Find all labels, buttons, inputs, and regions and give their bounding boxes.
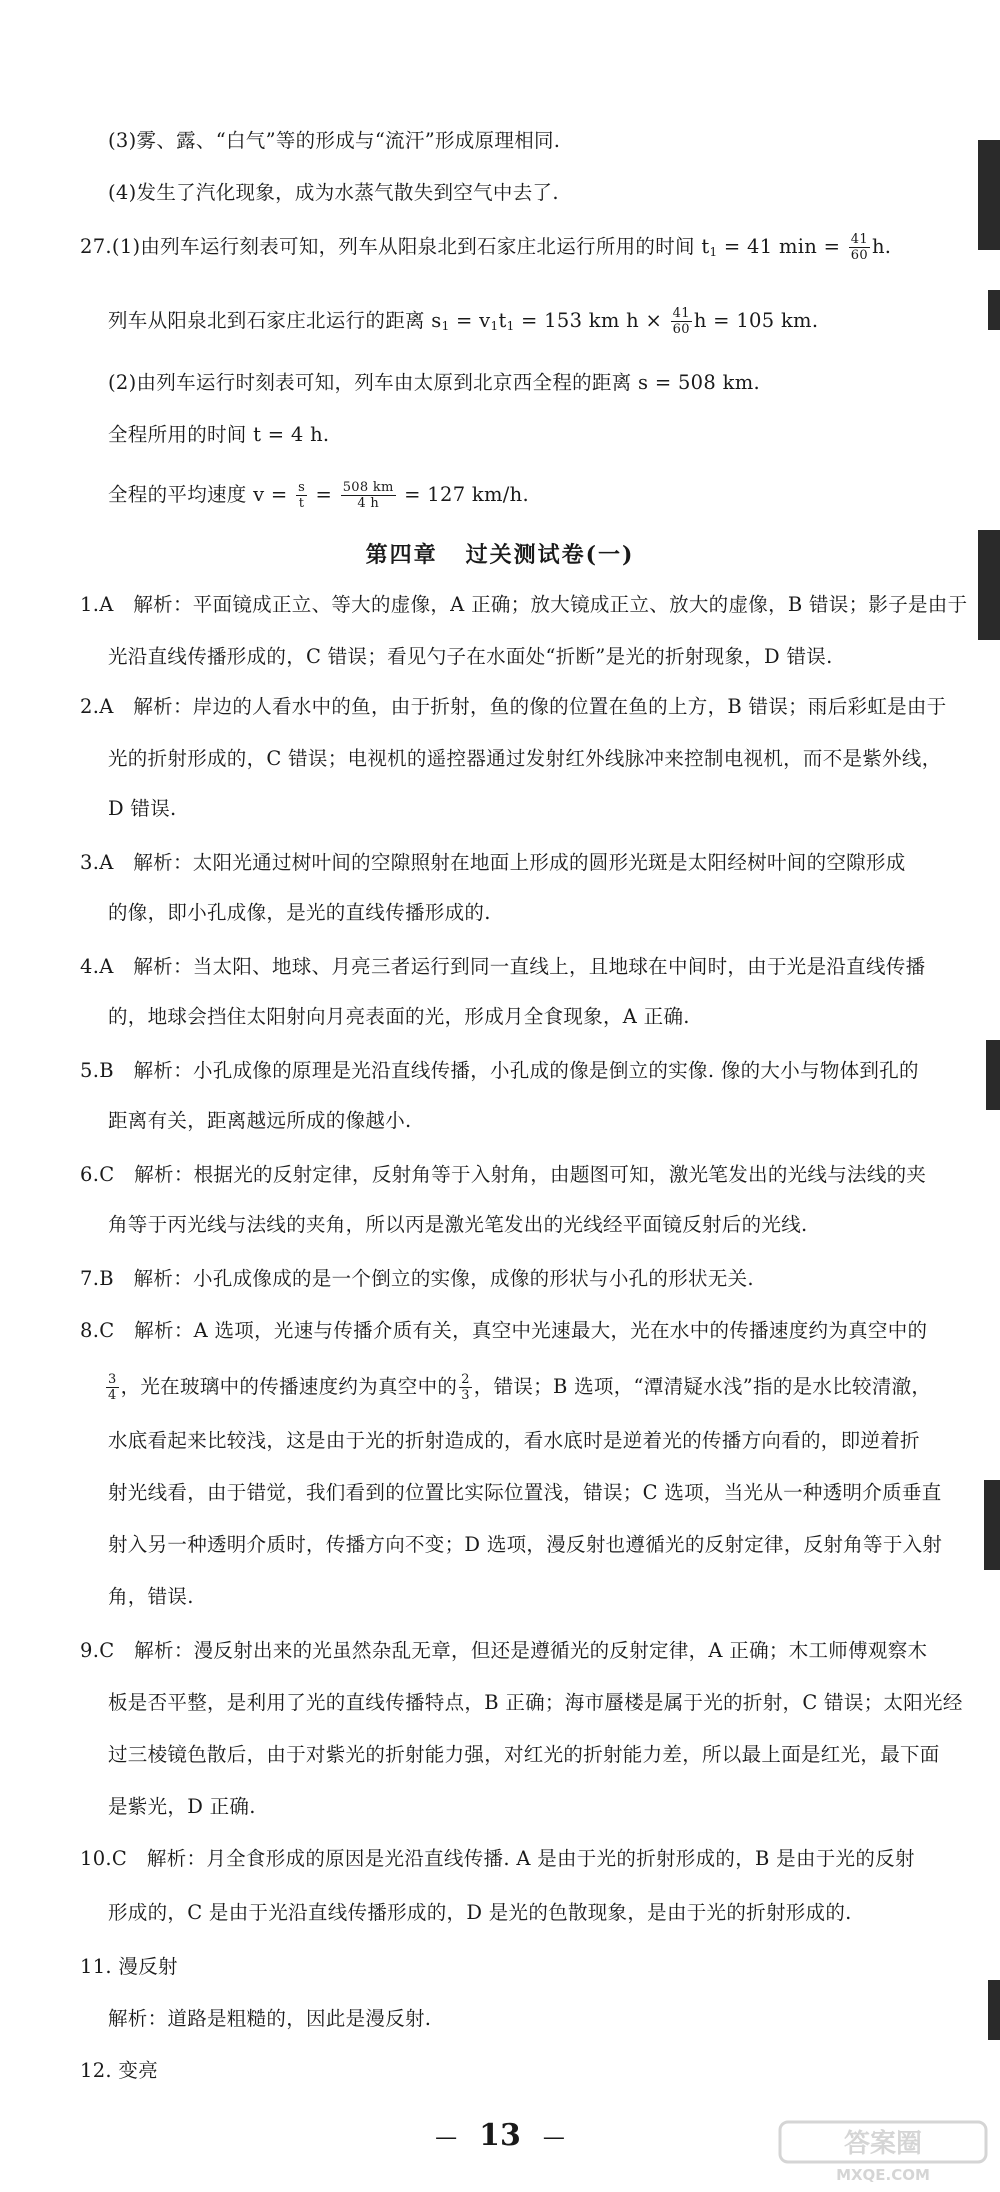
answer-27-distance	[108, 304, 818, 343]
text-segment: = 41 min =	[717, 235, 847, 258]
answer-5-line-1: 5.B 解析：小孔成像的原理是光沿直线传播，小孔成的像是倒立的实像. 像的大小与物体到孔的	[80, 1059, 919, 1082]
subscript: 1	[490, 319, 499, 333]
answer-8-line-6: 角，错误.	[108, 1585, 194, 1608]
answer-2-line-1: 2.A 解析：岸边的人看水中的鱼，由于折射，鱼的像的位置在鱼的上方，B 错误；雨后彩虹是由于	[80, 695, 947, 718]
page-number-value: 13	[479, 2118, 521, 2153]
answer-4-line-1: 4.A 解析：当太阳、地球、月亮三者运行到同一直线上，且地球在中间时，由于光是沿直线传播	[80, 955, 926, 978]
scan-edge-mark	[988, 290, 1000, 330]
answer-8-line-4: 射光线看，由于错觉，我们看到的位置比实际位置浅，错误；C 选项，当光从一种透明介质垂直	[108, 1481, 942, 1504]
fraction-denominator: 3	[461, 1388, 470, 1403]
answer-8-line-1: 8.C 解析：A 选项，光速与传播介质有关，真空中光速最大，光在水中的传播速度约为真空中的	[80, 1319, 928, 1342]
fraction-numerator: 2	[461, 1372, 470, 1387]
scan-edge-mark	[988, 1980, 1000, 2040]
scan-edge-mark	[978, 530, 1000, 640]
text-segment: = 153 km h ×	[514, 309, 669, 332]
fraction-denominator: 4	[108, 1388, 117, 1403]
fraction-numerator: 41	[672, 306, 690, 321]
answer-10-line-1: 10.C 解析：月全食形成的原因是光沿直线传播. A 是由于光的折射形成的，B 是由于光的反射	[80, 1847, 915, 1870]
fraction-41-60	[849, 232, 870, 263]
answer-27-2: (2)由列车运行时刻表可知，列车由太原到北京西全程的距离 s = 508 km.	[108, 371, 760, 394]
answer-3-line-2: 的像，即小孔成像，是光的直线传播形成的.	[108, 901, 491, 924]
test-title: 过关测试卷(一)	[465, 542, 635, 568]
answer-1-line-2: 光沿直线传播形成的，C 错误；看见勺子在水面处“折断”是光的折射现象，D 错误.	[108, 645, 833, 668]
fraction-41-60	[671, 306, 692, 337]
answer-6-line-1: 6.C 解析：根据光的反射定律，反射角等于入射角，由题图可知，激光笔发出的光线与法线的夹	[80, 1163, 927, 1186]
answer-27-1	[80, 230, 891, 269]
answer-11-line-2: 解析：道路是粗糙的，因此是漫反射.	[108, 2007, 432, 2030]
answer-8-line-3: 水底看起来比较浅，这是由于光的折射造成的，看水底时是逆着光的传播方向看的，即逆着折	[108, 1429, 920, 1452]
fraction-denominator: 4 h	[357, 496, 379, 511]
watermark-logo	[778, 2120, 988, 2184]
text-segment: h = 105 km.	[693, 309, 819, 332]
footer-dash: —	[435, 2124, 458, 2150]
subscript: 1	[709, 245, 718, 259]
answer-4-line-2: 的，地球会挡住太阳射向月亮表面的光，形成月全食现象，A 正确.	[108, 1005, 690, 1028]
answer-10-line-2: 形成的，C 是由于光沿直线传播形成的，D 是光的色散现象，是由于光的折射形成的.	[108, 1901, 852, 1924]
text-segment: 列车从阳泉北到石家庄北运行的距离 s	[108, 309, 442, 332]
text-segment: t	[498, 309, 507, 332]
answer-11-line-1: 11. 漫反射	[80, 1955, 178, 1978]
answer-6-line-2: 角等于丙光线与法线的夹角，所以丙是激光笔发出的光线经平面镜反射后的光线.	[108, 1213, 808, 1236]
text-segment: ，错误；B 选项，“潭清疑水浅”指的是水比较清澈，	[473, 1375, 932, 1398]
subscript: 1	[441, 319, 450, 333]
text-segment: =	[309, 483, 339, 506]
answer-9-line-2: 板是否平整，是利用了光的直线传播特点，B 正确；海市蜃楼是属于光的折射，C 错误；太阳光经	[108, 1691, 963, 1714]
answer-9-line-3: 过三棱镜色散后，由于对紫光的折射能力强，对红光的折射能力差，所以最上面是红光，最下面	[108, 1743, 940, 1766]
footer-dash: —	[542, 2124, 565, 2150]
fraction-denominator: 60	[672, 322, 690, 337]
answer-8-line-5: 射入另一种透明介质时，传播方向不变；D 选项，漫反射也遵循光的反射定律，反射角等于入射	[108, 1533, 943, 1556]
answer-2-line-3: D 错误.	[108, 797, 177, 820]
scan-edge-mark	[978, 140, 1000, 250]
text-segment: 全程的平均速度 v =	[108, 483, 295, 506]
answer-2-line-2: 光的折射形成的，C 错误；电视机的遥控器通过发射红外线脉冲来控制电视机，而不是紫外线，	[108, 747, 942, 770]
fraction-numerator: 508 km	[342, 480, 394, 495]
fraction-numerator: s	[298, 480, 306, 495]
answer-12-line-1: 12. 变亮	[80, 2059, 159, 2082]
fraction-denominator: 60	[850, 248, 868, 263]
fraction-numerator: 3	[108, 1372, 117, 1387]
watermark-site: MXQE.COM	[836, 2166, 930, 2184]
watermark-brand: 答案圈	[843, 2129, 923, 2159]
answer-9-line-4: 是紫光，D 正确.	[108, 1795, 256, 1818]
answer-7-line-1: 7.B 解析：小孔成像成的是一个倒立的实像，成像的形状与小孔的形状无关.	[80, 1267, 754, 1290]
scan-edge-mark	[984, 1480, 1000, 1570]
answer-26-3: (3)雾、露、“白气”等的形成与“流汗”形成原理相同.	[108, 129, 561, 152]
fraction-denominator: t	[298, 496, 305, 511]
chapter-label: 第四章	[365, 542, 438, 568]
fraction-s-t	[296, 480, 307, 511]
scan-edge-mark	[986, 1040, 1000, 1110]
answer-27-time: 全程所用的时间 t = 4 h.	[108, 423, 330, 446]
text-segment: h.	[871, 235, 892, 258]
fraction-508-4	[341, 480, 396, 511]
answer-26-4: (4)发生了汽化现象，成为水蒸气散失到空气中去了.	[108, 181, 559, 204]
answer-9-line-1: 9.C 解析：漫反射出来的光虽然杂乱无章，但还是遵循光的反射定律，A 正确；木工师傅观察木	[80, 1639, 928, 1662]
text-segment: = v	[449, 309, 491, 332]
text-segment: = 127 km/h.	[397, 483, 530, 506]
answer-3-line-1: 3.A 解析：太阳光通过树叶间的空隙照射在地面上形成的圆形光斑是太阳经树叶间的空隙形成	[80, 851, 906, 874]
answer-8-line-2	[104, 1370, 931, 1404]
fraction-numerator: 41	[850, 232, 868, 247]
answer-5-line-2: 距离有关，距离越远所成的像越小.	[108, 1109, 412, 1132]
subscript: 1	[506, 319, 515, 333]
answer-27-speed	[108, 478, 529, 512]
fraction-3-4	[106, 1372, 119, 1403]
text-segment: 27.(1)由列车运行刻表可知，列车从阳泉北到石家庄北运行所用的时间 t	[80, 235, 710, 258]
fraction-2-3	[459, 1372, 472, 1403]
chapter-heading	[0, 538, 1000, 569]
text-segment: ，光在玻璃中的传播速度约为真空中的	[120, 1375, 458, 1398]
answer-1-line-1: 1.A 解析：平面镜成正立、等大的虚像，A 正确；放大镜成正立、放大的虚像，B 错误；影子是由于	[80, 593, 968, 616]
